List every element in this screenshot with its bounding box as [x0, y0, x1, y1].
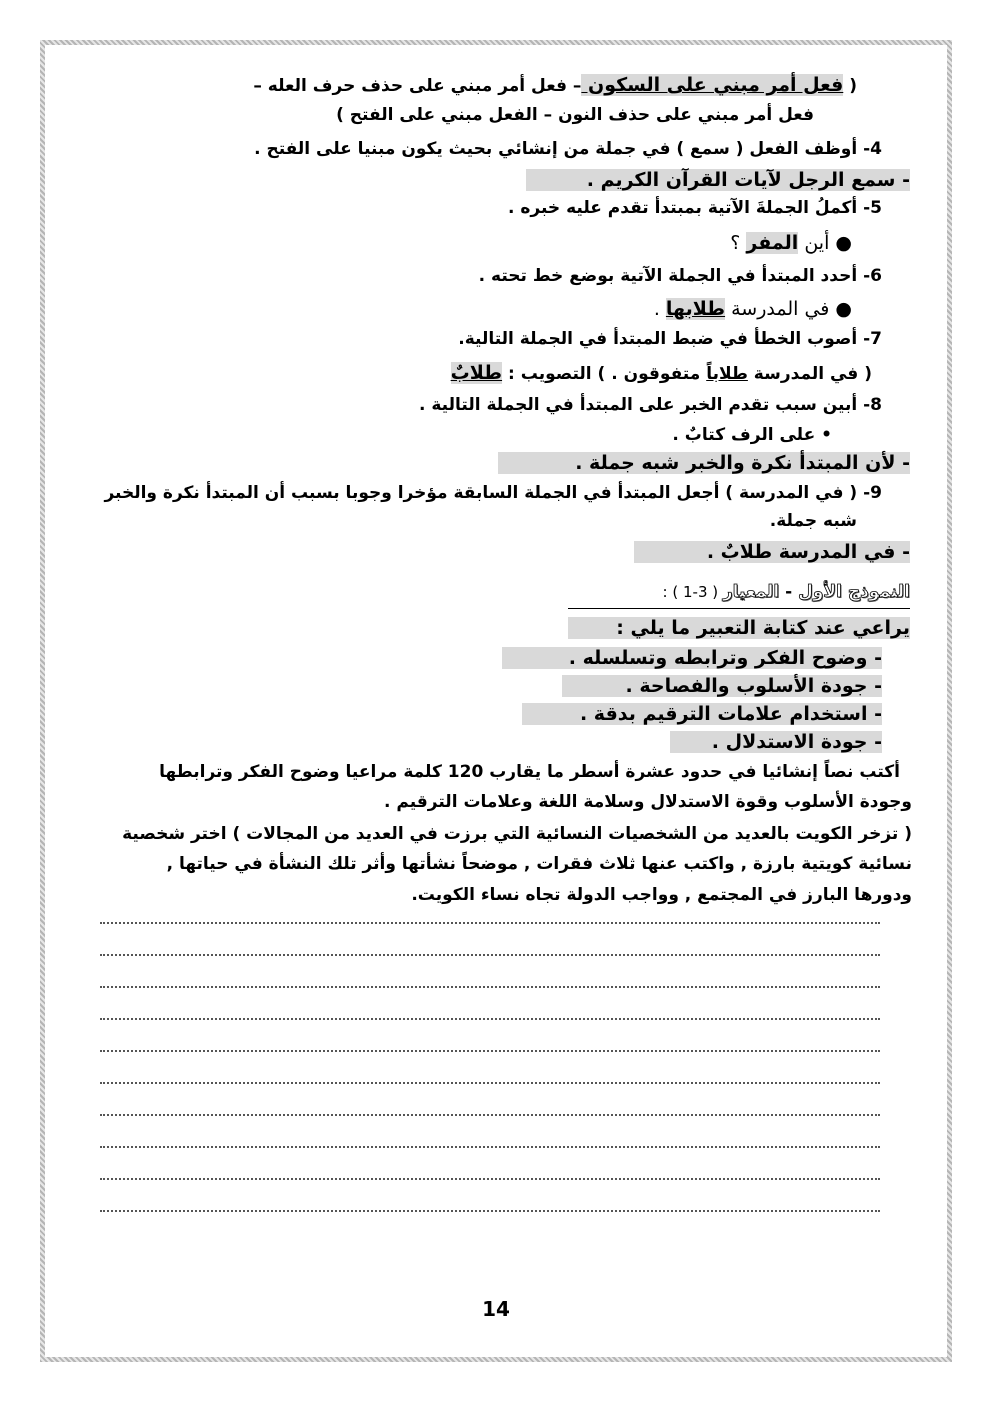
highlighted-answer: فعل أمر مبني على السكون [581, 74, 844, 96]
criteria-title: يراعي عند كتابة التعبير ما يلي : [568, 617, 910, 639]
writing-line[interactable] [100, 1114, 880, 1116]
answer-9: - في المدرسة طلابٌ . [634, 541, 910, 563]
bullet-6: ● في المدرسة طلابها . [653, 298, 852, 320]
writing-line[interactable] [100, 1050, 880, 1052]
question-9-line-2: شبه جملة. [769, 511, 857, 531]
writing-line[interactable] [100, 1018, 880, 1020]
task-paragraph-2-line-2: نسائية كويتية بارزة , واكتب عنها ثلاث فقرات , موضحاً نشأتها وأثر تلك النشأة في حياتها , [166, 854, 912, 874]
bullet-7: ( في المدرسة طلاباً متفوقون . ) التصويب : طلابٌ [450, 362, 872, 384]
bullet-5: ● أين المفر ؟ [730, 232, 852, 254]
question-5: 5- أكملُ الجملةَ الآتية بمبتدأ تقدم عليه خبره . [507, 198, 882, 218]
answer-7: طلابٌ [450, 362, 503, 384]
paren-open: ( [843, 76, 857, 96]
writing-line[interactable] [100, 1178, 880, 1180]
bullet-8: • على الرف كتابٌ . [672, 425, 832, 445]
answer-5: المفر [746, 232, 799, 254]
question-4: 4- أوظف الفعل ( سمع ) في جملة من إنشائي بحيث يكون مبنيا على الفتح . [254, 139, 882, 159]
criteria-item-2: - جودة الأسلوب والفصاحة . [562, 675, 882, 697]
wrong-word: طلاباً [706, 364, 748, 384]
model-title: النموذج الأول [798, 582, 910, 602]
criteria-item-3: - استخدام علامات الترقيم بدقة . [522, 703, 882, 725]
task-paragraph-1-line-1: أكتب نصاً إنشائيا في حدود عشرة أسطر ما يقارب 120 كلمة مراعيا وضوح الفكر وترابطها [159, 762, 900, 782]
writing-line[interactable] [100, 922, 880, 924]
answer-6: طلابها [665, 298, 726, 320]
writing-line[interactable] [100, 1210, 880, 1212]
question-6: 6- أحدد المبتدأ في الجملة الآتية بوضع خط تحته . [478, 266, 882, 286]
criteria-item-1: - وضوح الفكر وترابطه وتسلسله . [502, 647, 882, 669]
heading-underline [568, 608, 910, 609]
writing-line[interactable] [100, 986, 880, 988]
task-paragraph-1-line-2: وجودة الأسلوب وقوة الاستدلال وسلامة اللغة وعلامات الترقيم . [384, 792, 912, 812]
question-7: 7- أصوب الخطأ في ضبط المبتدأ في الجملة التالية. [458, 329, 882, 349]
model-heading: النموذج الأول - المعيار ( 3-1 ) : [662, 582, 910, 602]
answer-line-2: فعل أمر مبني على حذف النون – الفعل مبني على الفتح ) [336, 105, 814, 125]
page-number: 14 [482, 1297, 510, 1321]
writing-line[interactable] [100, 1082, 880, 1084]
answer-line-1 [253, 74, 857, 97]
criterion-range: ( 3-1 ) : [662, 583, 723, 601]
answer-8: - لأن المبتدأ نكرة والخبر شبه جملة . [498, 452, 910, 474]
task-paragraph-2-line-3: ودورها البارز في المجتمع , وواجب الدولة تجاه نساء الكويت. [411, 885, 912, 905]
question-8: 8- أبين سبب تقدم الخبر على المبتدأ في الجملة التالية . [418, 395, 882, 415]
criteria-item-4: - جودة الاستدلال . [670, 731, 882, 753]
writing-line[interactable] [100, 954, 880, 956]
writing-line[interactable] [100, 1146, 880, 1148]
task-paragraph-2-line-1: ( تزخر الكويت بالعديد من الشخصيات النسائية التي برزت في العديد من المجالات ) اختر شخصية [122, 824, 912, 844]
answer-4: - سمع الرجل لآيات القرآن الكريم . [526, 169, 910, 191]
question-9-line-1: 9- ( في المدرسة ) أجعل المبتدأ في الجملة السابقة مؤخرا وجوبا بسبب أن المبتدأ نكرة والخبر [104, 483, 882, 503]
answer-continuation: – فعل أمر مبني على حذف حرف العله – [253, 76, 582, 96]
criterion-label: المعيار [722, 582, 780, 602]
